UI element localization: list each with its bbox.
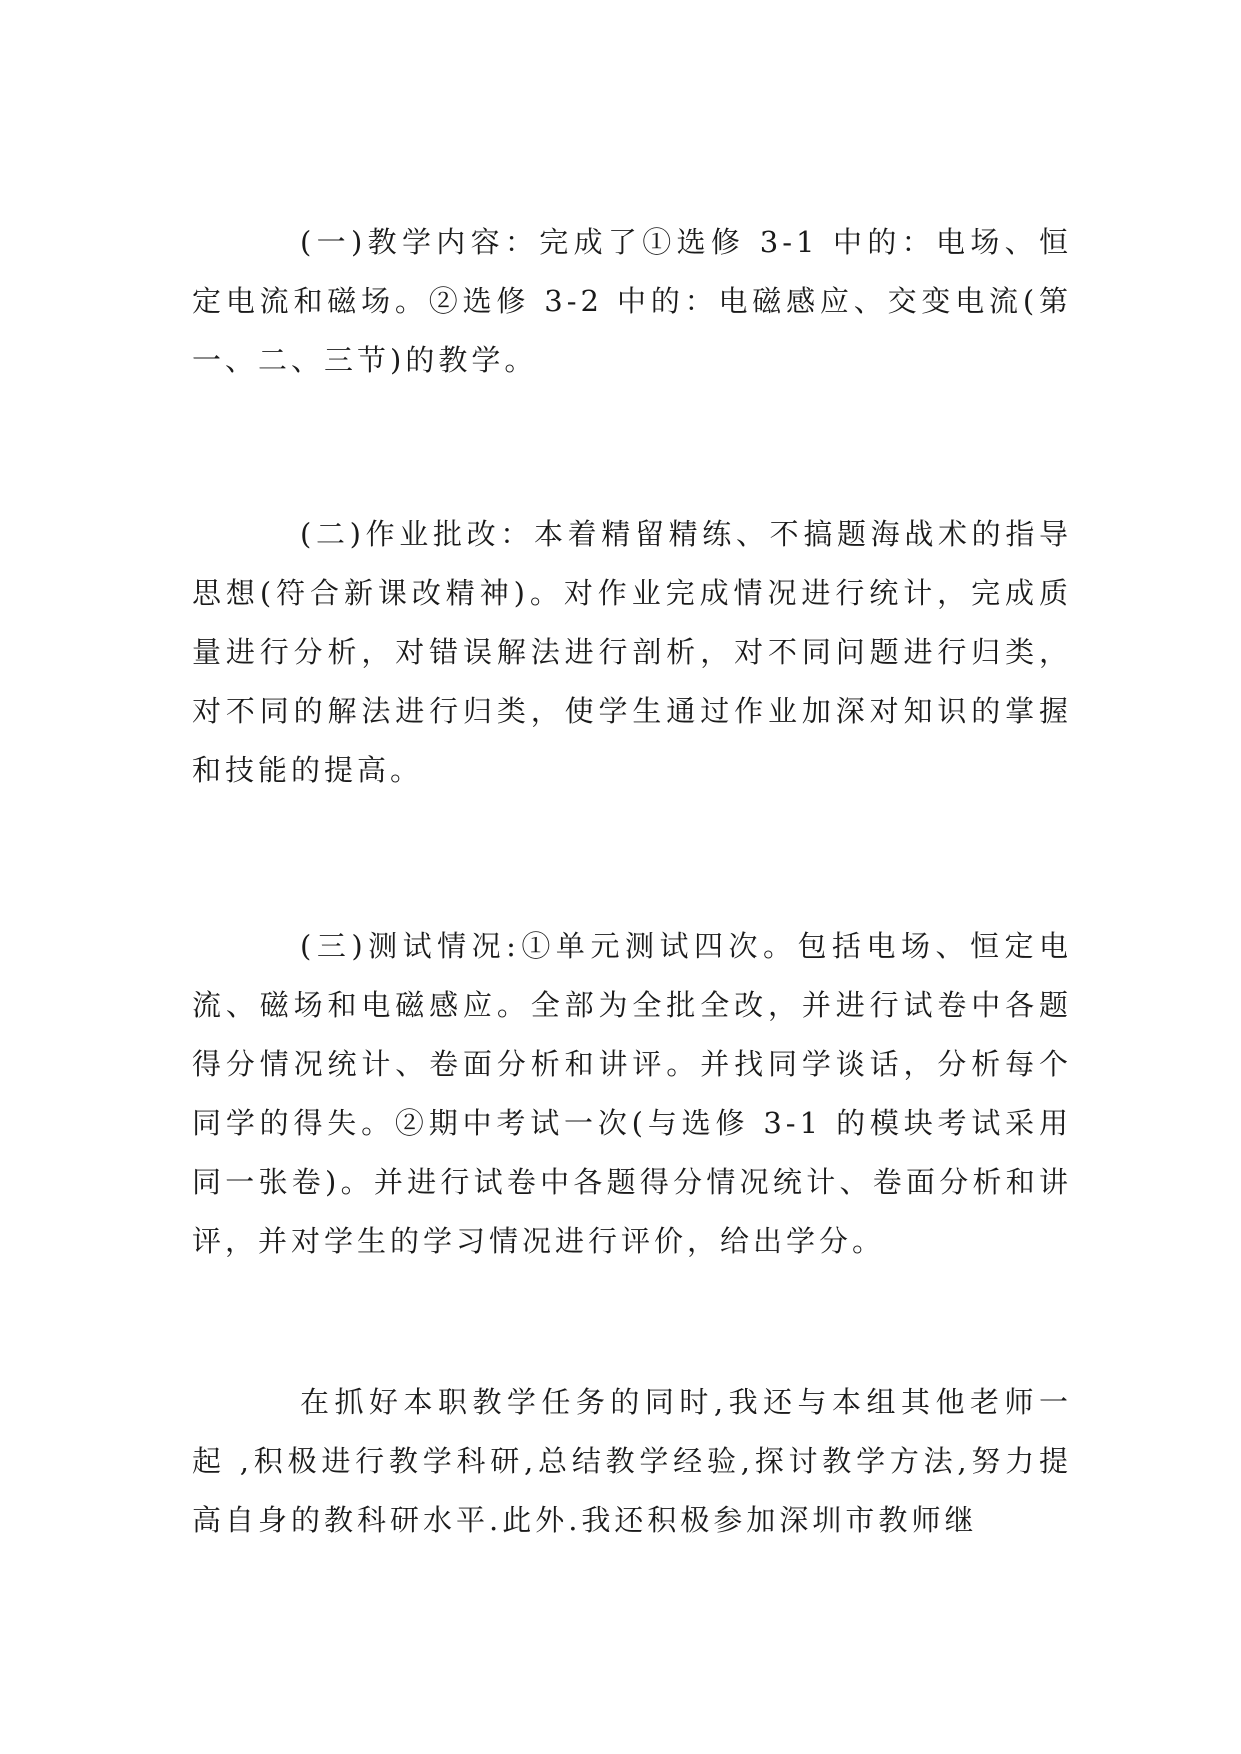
paragraph-test-situation: (三)测试情况:①单元测试四次。包括电场、恒定电流、磁场和电磁感应。全部为全批全改，并进行试卷中各题得分情况统计、卷面分析和讲评。并找同学谈话，分析每个同学的得失。②期中考试一次(与选修 3-1 的模块考试采用同一张卷)。并进行试卷中各题得分情况统计、卷面分析和讲评，并对学生的学习情况进行评价，给出学分。 [192,929,1072,1258]
paragraph-research-activities: 在抓好本职教学任务的同时,我还与本组其他老师一起 ,积极进行教学科研,总结教学经验,探讨教学方法,努力提高自身的教科研水平.此外.我还积极参加深圳市教师继 [192,1385,1072,1537]
paragraph-homework-correction: (二)作业批改：本着精留精练、不搞题海战术的指导思想(符合新课改精神)。对作业完成情况进行统计，完成质量进行分析，对错误解法进行剖析，对不同问题进行归类，对不同的解法进行归类，使学生通过作业加深对知识的掌握和技能的提高。 [192,517,1072,787]
paragraph-teaching-content: (一)教学内容：完成了①选修 3-1 中的：电场、恒定电流和磁场。②选修 3-2 中的：电磁感应、交变电流(第一、二、三节)的教学。 [192,225,1072,377]
